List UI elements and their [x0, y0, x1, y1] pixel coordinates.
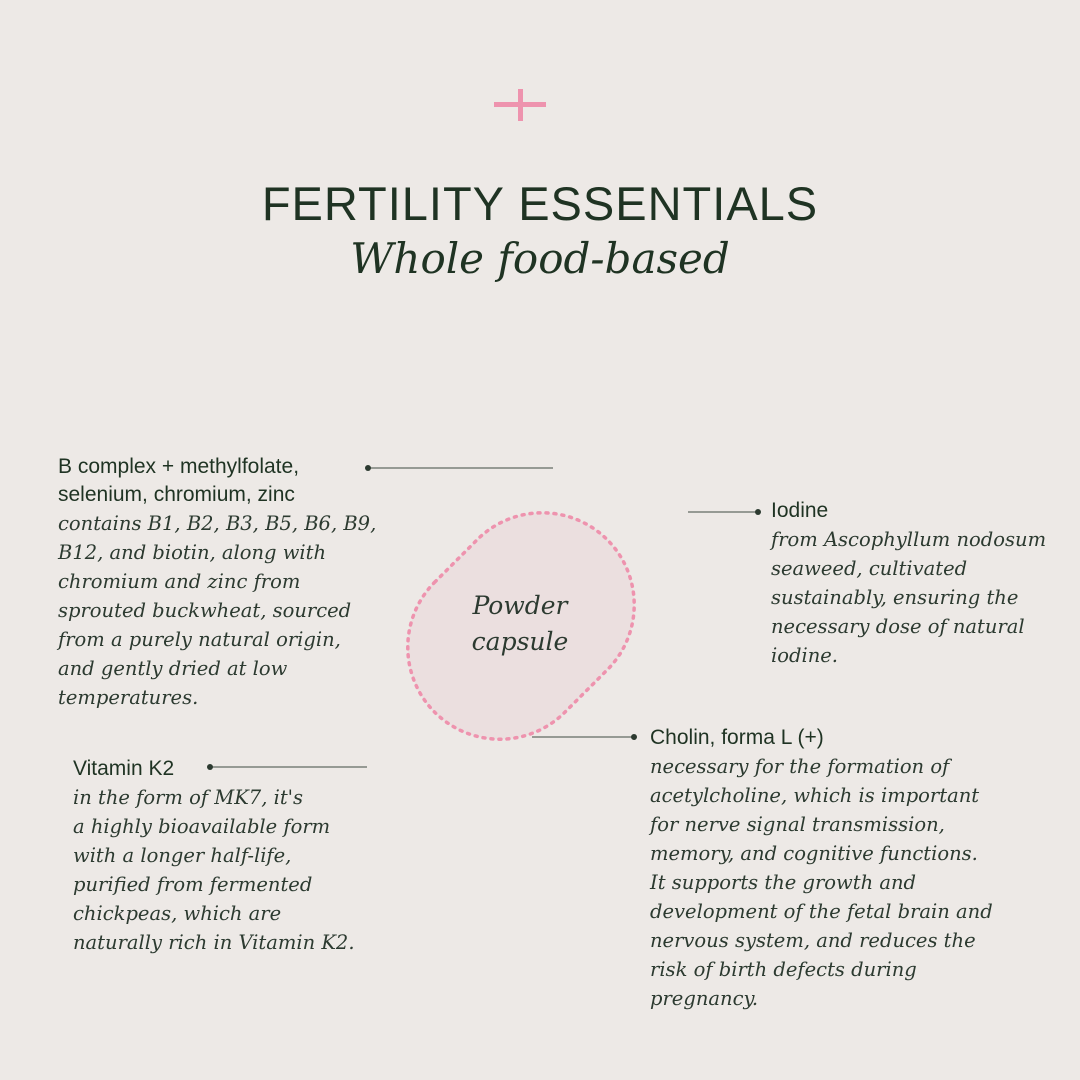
cholin-desc [650, 752, 993, 1013]
ingredient-b-complex [58, 453, 376, 712]
ingredient-cholin [650, 724, 993, 1013]
b-complex-desc-line: sprouted buckwheat, sourced [58, 599, 352, 622]
iodine-heading: Iodine [771, 499, 829, 522]
cholin-desc-line: acetylcholine, which is important [650, 784, 980, 807]
b-complex-heading-line2: selenium, chromium, zinc [58, 483, 295, 506]
ingredient-iodine [771, 497, 1046, 670]
connector-dot-cholin [631, 734, 637, 740]
cholin-desc-line: necessary for the formation of [650, 755, 950, 778]
vitamin-k2-desc-line: in the form of MK7, it's [73, 786, 304, 809]
b-complex-desc-line: contains B1, B2, B3, B5, B6, B9, [58, 512, 377, 535]
page-title: FERTILITY ESSENTIALS [261, 177, 819, 230]
cholin-desc-line: memory, and cognitive functions. [650, 842, 978, 865]
b-complex-desc-line: chromium and zinc from [58, 570, 301, 593]
vitamin-k2-desc-line: a highly bioavailable form [73, 815, 331, 838]
iodine-desc-line: from Ascophyllum nodosum [771, 528, 1047, 551]
cholin-heading: Cholin, forma L (+) [650, 726, 824, 749]
cholin-desc-line: nervous system, and reduces the [650, 929, 976, 952]
capsule-label [440, 588, 600, 660]
b-complex-desc-line: and gently dried at low [58, 657, 288, 680]
iodine-desc [771, 525, 1046, 670]
vitamin-k2-desc-line: chickpeas, which are [73, 902, 282, 925]
vitamin-k2-heading: Vitamin K2 [73, 757, 175, 780]
iodine-desc-line: necessary dose of natural [771, 615, 1025, 638]
capsule-label-line1: Powder [472, 591, 568, 620]
cholin-desc-line: development of the fetal brain and [650, 900, 993, 923]
b-complex-desc [58, 509, 376, 712]
b-complex-desc-line: from a purely natural origin, [58, 628, 341, 651]
cholin-desc-line: pregnancy. [650, 987, 759, 1010]
cholin-desc-line: risk of birth defects during [650, 958, 917, 981]
vitamin-k2-desc-line: with a longer half-life, [73, 844, 292, 867]
vitamin-k2-desc-line: purified from fermented [73, 873, 313, 896]
b-complex-desc-line: B12, and biotin, along with [58, 541, 327, 564]
iodine-desc-line: seaweed, cultivated [771, 557, 968, 580]
page-subtitle: Whole food-based [350, 234, 730, 283]
cholin-desc-line: for nerve signal transmission, [650, 813, 945, 836]
connector-dot-iodine [755, 509, 761, 515]
vitamin-k2-desc [73, 783, 355, 957]
b-complex-heading-line1: B complex + methylfolate, [58, 455, 300, 478]
ingredient-vitamin-k2 [73, 755, 355, 957]
b-complex-desc-line: temperatures. [58, 686, 199, 709]
capsule-label-line2: capsule [471, 627, 569, 656]
iodine-desc-line: iodine. [771, 644, 838, 667]
vitamin-k2-desc-line: naturally rich in Vitamin K2. [73, 931, 355, 954]
cholin-desc-line: It supports the growth and [650, 871, 917, 894]
iodine-desc-line: sustainably, ensuring the [771, 586, 1019, 609]
